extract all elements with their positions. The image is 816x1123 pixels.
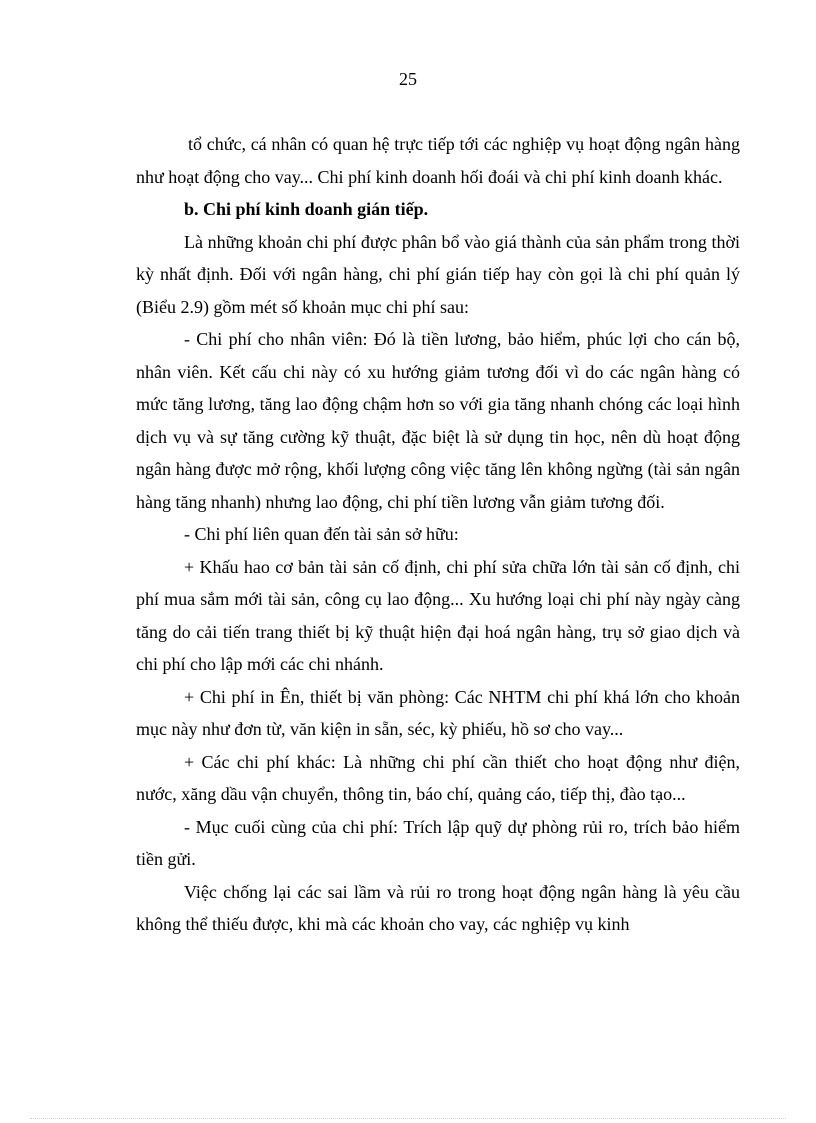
paragraph: Việc chống lại các sai lầm và rủi ro trong hoạt động ngân hàng là yêu cầu không thể thiếu được, khi mà các khoản cho vay, các nghiệp vụ kinh: [136, 881, 740, 934]
paragraph: - Chi phí liên quan đến tài sản sở hữu:: [184, 524, 459, 544]
paragraph: + Khấu hao cơ bản tài sản cố định, chi phí sửa chữa lớn tài sản cố định, chi phí mua sắm mới tài sản, công cụ lao động... Xu hướng loại chi phí này ngày càng tăng do cải tiến trang thiết bị kỹ thuật hiện đại hoá ngân hàng, trụ sở giao dịch và chi phí cho lập mới các chi nhánh.: [136, 556, 740, 674]
paragraph: - Mục cuối cùng của chi phí: Trích lập quỹ dự phòng rủi ro, trích bảo hiểm tiền gửi.: [136, 816, 740, 869]
document-body: [136, 128, 740, 941]
section-heading: b. Chi phí kinh doanh gián tiếp.: [184, 199, 429, 219]
paragraph: + Chi phí in Ên, thiết bị văn phòng: Các NHTM chi phí khá lớn cho khoản mục này như đơn từ, văn kiện in sẵn, séc, kỳ phiếu, hồ sơ cho vay...: [136, 686, 740, 739]
paragraph: + Các chi phí khác: Là những chi phí cần thiết cho hoạt động như điện, nước, xăng dầu vận chuyển, thông tin, báo chí, quảng cáo, tiếp thị, đào tạo...: [136, 751, 740, 804]
paragraph-continuation: tổ chức, cá nhân có quan hệ trực tiếp tới các nghiệp vụ hoạt động ngân hàng như hoạt động cho vay... Chi phí kinh doanh hối đoái và chi phí kinh doanh khác.: [136, 134, 740, 187]
page-number: 25: [399, 69, 417, 89]
page-bottom-divider: [30, 1118, 786, 1119]
paragraph: - Chi phí cho nhân viên: Đó là tiền lương, bảo hiểm, phúc lợi cho cán bộ, nhân viên. Kết cấu chi này có xu hướng giảm tương đối vì do các ngân hàng có mức tăng lương, tăng lao động chậm hơn so với gia tăng nhanh chóng các loại hình dịch vụ và sự tăng cường kỹ thuật, đặc biệt là sử dụng tin học, nên dù hoạt động ngân hàng được mở rộng, khối lượng công việc tăng lên không ngừng (tài sản ngân hàng tăng nhanh) nhưng lao động, chi phí tiền lương vẫn giảm tương đối.: [136, 329, 740, 512]
paragraph: Là những khoản chi phí được phân bổ vào giá thành của sản phẩm trong thời kỳ nhất định. Đối với ngân hàng, chi phí gián tiếp hay còn gọi là chi phí quản lý (Biểu 2.9) gồm mét số khoản mục chi phí sau:: [136, 231, 740, 317]
